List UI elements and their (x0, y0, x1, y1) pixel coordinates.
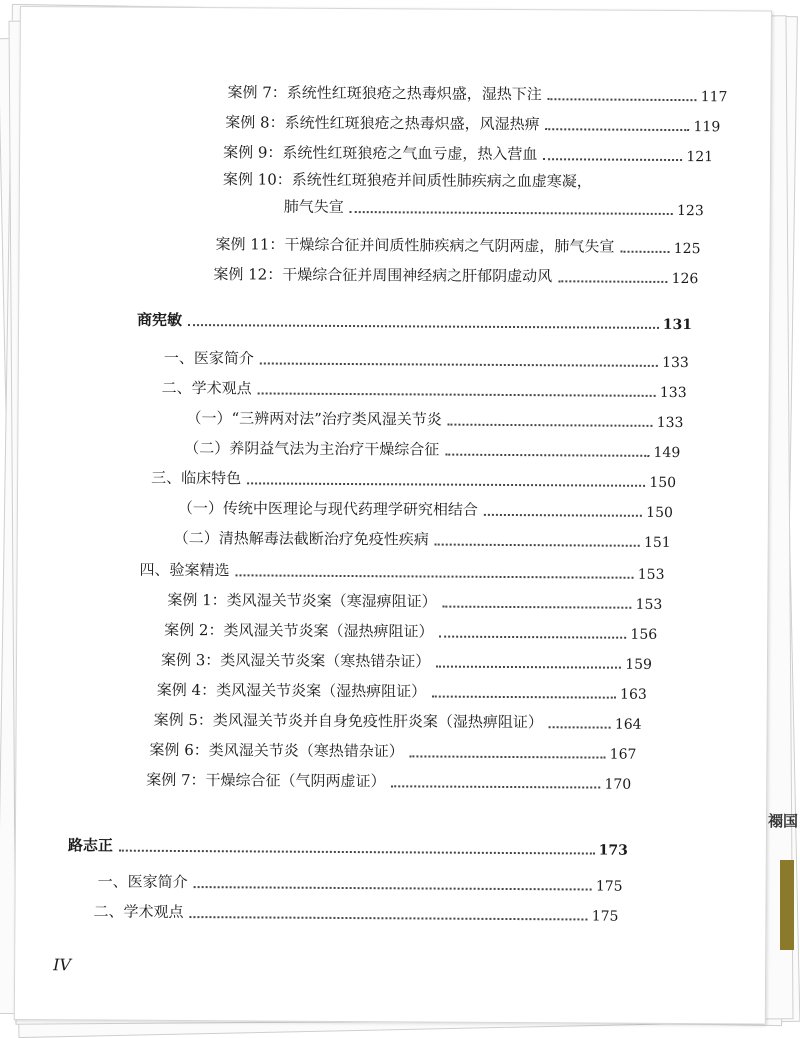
toc-section-entry[interactable]: 四、验案精选 153 (139, 560, 665, 583)
leader-dots (258, 392, 656, 396)
toc-case-entry[interactable]: 案例 2：类风湿关节炎案（湿热痹阻证） 156 (164, 620, 658, 643)
leader-dots (445, 454, 649, 457)
toc-entry[interactable]: 肺气失宣 123 (283, 197, 704, 220)
toc-author-entry[interactable]: 商宪敏 131 (137, 310, 693, 334)
leader-dots (543, 158, 682, 161)
leader-dots (194, 886, 592, 890)
toc-subsection-entry[interactable]: （一）“三辨两对法”治疗类风湿关节炎 133 (186, 409, 684, 432)
toc-section-entry[interactable]: 一、医家简介 133 (163, 348, 689, 372)
leader-dots (548, 98, 697, 101)
toc-case-entry[interactable]: 案例 6：类风湿关节炎（寒热错杂证） 167 (149, 740, 637, 763)
toc-entry[interactable]: 案例 11：干燥综合征并间质性肺疾病之气阴两虚，肺气失宣 125 (215, 235, 701, 258)
leader-dots (484, 514, 642, 517)
toc-case-entry[interactable]: 案例 7：干燥综合征（气阴两虚证） 170 (146, 770, 632, 793)
leader-dots (558, 280, 667, 283)
toc-subsection-entry[interactable]: （二）清热解毒法截断治疗免疫性疾病 151 (173, 528, 671, 551)
toc-page (14, 6, 772, 1025)
toc-subsection-entry[interactable]: （一）传统中医理论与现代药理学研究相结合 150 (177, 498, 673, 521)
leader-dots (119, 850, 595, 855)
leader-dots (410, 755, 606, 758)
leader-dots (260, 362, 658, 366)
toc-entry-first-line: 案例 10：系统性红斑狼疮并间质性肺疾病之血虚寒凝， (222, 170, 592, 191)
leader-dots (436, 666, 621, 669)
toc-entry[interactable]: 案例 7：系统性红斑狼疮之热毒炽盛，湿热下注 117 (227, 83, 728, 106)
leader-dots (443, 606, 632, 609)
leader-dots (392, 785, 601, 788)
leader-dots (549, 726, 611, 728)
toc-author-entry[interactable]: 路志正 173 (67, 836, 628, 859)
next-page-edge-text: 禤国 (767, 812, 798, 830)
leader-dots (620, 251, 669, 253)
leader-dots (236, 574, 634, 578)
leader-dots (432, 696, 616, 699)
toc-section-entry[interactable]: 二、学术观点 133 (161, 378, 687, 402)
leader-dots (546, 128, 690, 131)
leader-dots (247, 482, 645, 486)
toc-section-entry[interactable]: 二、学术观点 175 (93, 902, 619, 925)
page-number: IV (53, 955, 72, 975)
leader-dots (189, 916, 587, 920)
toc-subsection-entry[interactable]: （二）养阴益气法为主治疗干燥综合征 149 (184, 439, 681, 462)
toc-entry[interactable]: 案例 12：干燥综合征并周围神经病之肝郁阴虚动风 126 (213, 265, 699, 288)
leader-dots (439, 636, 626, 639)
toc-case-entry[interactable]: 案例 5：类风湿关节炎并自身免疫性肝炎案（湿热痹阻证） 164 (153, 710, 642, 733)
cover-edge (780, 860, 794, 950)
toc-case-entry[interactable]: 案例 1：类风湿关节炎案（寒湿痹阻证） 153 (167, 590, 663, 613)
toc-case-entry[interactable]: 案例 3：类风湿关节炎案（寒热错杂证） 159 (160, 650, 653, 673)
leader-dots (188, 324, 659, 329)
toc-entry[interactable]: 案例 8：系统性红斑狼疮之热毒炽盛，风湿热痹 119 (225, 113, 721, 136)
toc-entry[interactable]: 案例 9：系统性红斑狼疮之气血亏虚，热入营血 121 (223, 143, 714, 166)
leader-dots (350, 211, 673, 215)
leader-dots (435, 544, 640, 547)
toc-section-entry[interactable]: 三、临床特色 150 (151, 468, 677, 492)
toc-case-entry[interactable]: 案例 4：类风湿关节炎案（湿热痹阻证） 163 (156, 680, 647, 703)
leader-dots (448, 424, 653, 427)
toc-section-entry[interactable]: 一、医家简介 175 (97, 872, 623, 895)
